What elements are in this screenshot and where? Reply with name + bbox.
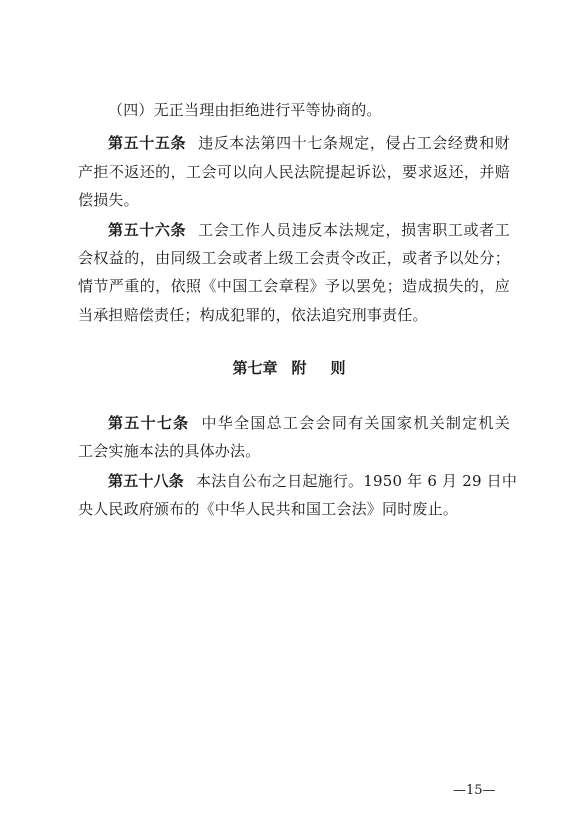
article-58-text-2: 央人民政府颁布的《中华人民共和国工会法》同时废止。 <box>78 500 459 518</box>
article-56-line-2 <box>78 248 510 268</box>
article-55-line-1 <box>108 133 510 153</box>
article-56-text-2: 会权益的，由同级工会或者上级工会责令改正，或者予以处分； <box>78 249 510 267</box>
article-58-line-1 <box>108 471 518 491</box>
chapter-title-char-1: 附 <box>291 359 307 377</box>
article-55-line-2 <box>78 162 510 182</box>
article-58-text-1: 本法自公布之日起施行。1950 年 6 月 29 日中 <box>196 472 518 490</box>
article-57-line-1 <box>108 413 510 433</box>
article-57-text-1: 中华全国总工会会同有关国家机关制定机关 <box>201 414 510 432</box>
article-57-text-2: 工会实施本法的具体办法。 <box>78 442 261 460</box>
article-57-label: 第五十七条 <box>108 414 190 432</box>
article-56-text-4: 当承担赔偿责任；构成犯罪的，依法追究刑事责任。 <box>78 306 428 324</box>
article-55-label: 第五十五条 <box>108 134 187 152</box>
item-4-text: （四）无正当理由拒绝进行平等协商的。 <box>108 101 382 119</box>
article-55-line-3 <box>78 190 510 210</box>
page-number: —15— <box>453 783 496 798</box>
article-56-line-4 <box>78 305 510 325</box>
chapter-number: 第七章 <box>232 359 278 377</box>
article-56-text-1: 工会工作人员违反本法规定，损害职工或者工 <box>198 221 510 239</box>
article-56-label: 第五十六条 <box>108 221 187 239</box>
article-55-text-3: 偿损失。 <box>78 191 139 209</box>
article-55-text-2: 产拒不返还的，工会可以向人民法院提起诉讼，要求返还，并赔 <box>78 163 510 181</box>
article-56-line-3 <box>78 276 510 296</box>
article-58-label: 第五十八条 <box>108 472 185 490</box>
item-4-paragraph <box>108 100 510 120</box>
article-55-text-1: 违反本法第四十七条规定，侵占工会经费和财 <box>198 134 510 152</box>
article-56-text-3: 情节严重的，依照《中国工会章程》予以罢免；造成损失的，应 <box>78 277 510 295</box>
article-57-line-2 <box>78 441 510 461</box>
chapter-heading <box>0 358 578 378</box>
chapter-title-char-2: 则 <box>330 359 346 377</box>
article-58-line-2 <box>78 499 510 519</box>
article-56-line-1 <box>108 220 510 240</box>
